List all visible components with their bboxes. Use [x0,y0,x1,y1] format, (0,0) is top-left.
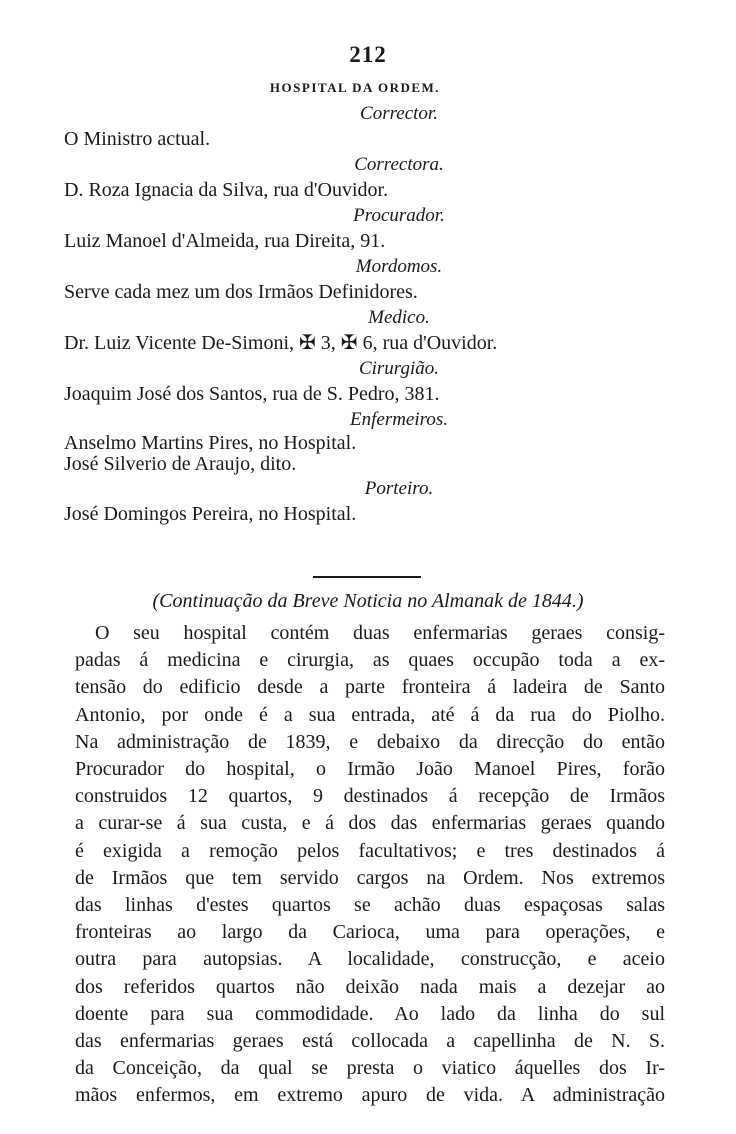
body-line: O seu hospital contém duas enfermarias geraes consig- [95,622,665,644]
body-line: das enfermarias geraes está collocada a capellinha de N. S. [75,1030,665,1053]
section-divider [313,576,421,578]
role-entry [64,202,674,253]
role-title: Corrector. [360,103,438,124]
role-title: Procurador. [353,205,445,226]
body-line: Procurador do hospital, o Irmão João Manoel Pires, forão [75,758,665,781]
roles-list [64,100,674,526]
body-line: da Conceição, da qual se presta o viatico áquelles dos Ir- [75,1057,665,1080]
role-entry [64,100,674,151]
role-holder: Dr. Luiz Vicente De-Simoni, ✠ 3, ✠ 6, rua d'Ouvidor. [64,332,498,354]
role-holder: José Domingos Pereira, no Hospital. [64,503,357,525]
body-line: doente para sua commodidade. Ao lado da linha do sul [75,1002,665,1025]
role-entry [64,304,674,355]
role-title: Enfermeiros. [350,409,448,430]
body-line: fronteiras ao largo da Carioca, uma para operações, e [75,921,665,944]
role-title: Cirurgião. [358,358,440,379]
body-line: Antonio, por onde é a sua entrada, até á da rua do Piolho. [75,703,665,726]
role-holder: Serve cada mez um dos Irmãos Definidores. [64,281,418,303]
role-entry [64,151,674,202]
role-entry [64,406,674,475]
continuation-heading: (Continuação da Breve Noticia no Almanak de 1844.) [152,590,584,612]
body-paragraph [75,620,665,1110]
body-line: padas á medicina e cirurgia, as quaes occupão toda a ex- [75,649,665,672]
role-entry [64,355,674,406]
role-holder: D. Roza Ignacia da Silva, rua d'Ouvidor. [64,179,389,201]
body-line: dos referidos quartos não deixão nada mais a dezejar ao [75,975,665,998]
role-title: Medico. [368,307,430,328]
section-title: HOSPITAL DA ORDEM. [269,80,441,95]
role-entry [64,253,674,304]
role-holder: Joaquim José dos Santos, rua de S. Pedro, 381. [64,383,440,405]
body-line: de Irmãos que tem servido cargos na Ordem. Nos extremos [75,866,665,889]
body-line: é exigida a remoção pelos facultativos; e tres destinados á [75,839,665,862]
role-title: Porteiro. [364,478,434,499]
role-entry [64,475,674,526]
role-title: Correctora. [354,154,444,175]
role-title: Mordomos. [355,256,443,277]
page-number: 212 [349,42,387,67]
body-line: mãos enfermos, em extremo apuro de vida. A administração [75,1084,665,1107]
role-holder: Luiz Manoel d'Almeida, rua Direita, 91. [64,230,386,252]
body-line: a curar-se á sua custa, e á dos das enfermarias geraes quando [75,812,665,835]
body-line: das linhas d'estes quartos se achão duas espaçosas salas [75,894,665,917]
body-line: construidos 12 quartos, 9 destinados á recepção de Irmãos [75,785,665,808]
body-line: outra para autopsias. A localidade, construcção, e aceio [75,948,665,971]
body-line: Na administração de 1839, e debaixo da direcção do então [75,730,665,753]
role-holder: Anselmo Martins Pires, no Hospital. [64,432,357,454]
role-holder: José Silverio de Araujo, dito. [64,453,297,475]
body-line: tensão do edificio desde a parte fronteira á ladeira de Santo [75,676,665,699]
role-holder: O Ministro actual. [64,128,211,150]
